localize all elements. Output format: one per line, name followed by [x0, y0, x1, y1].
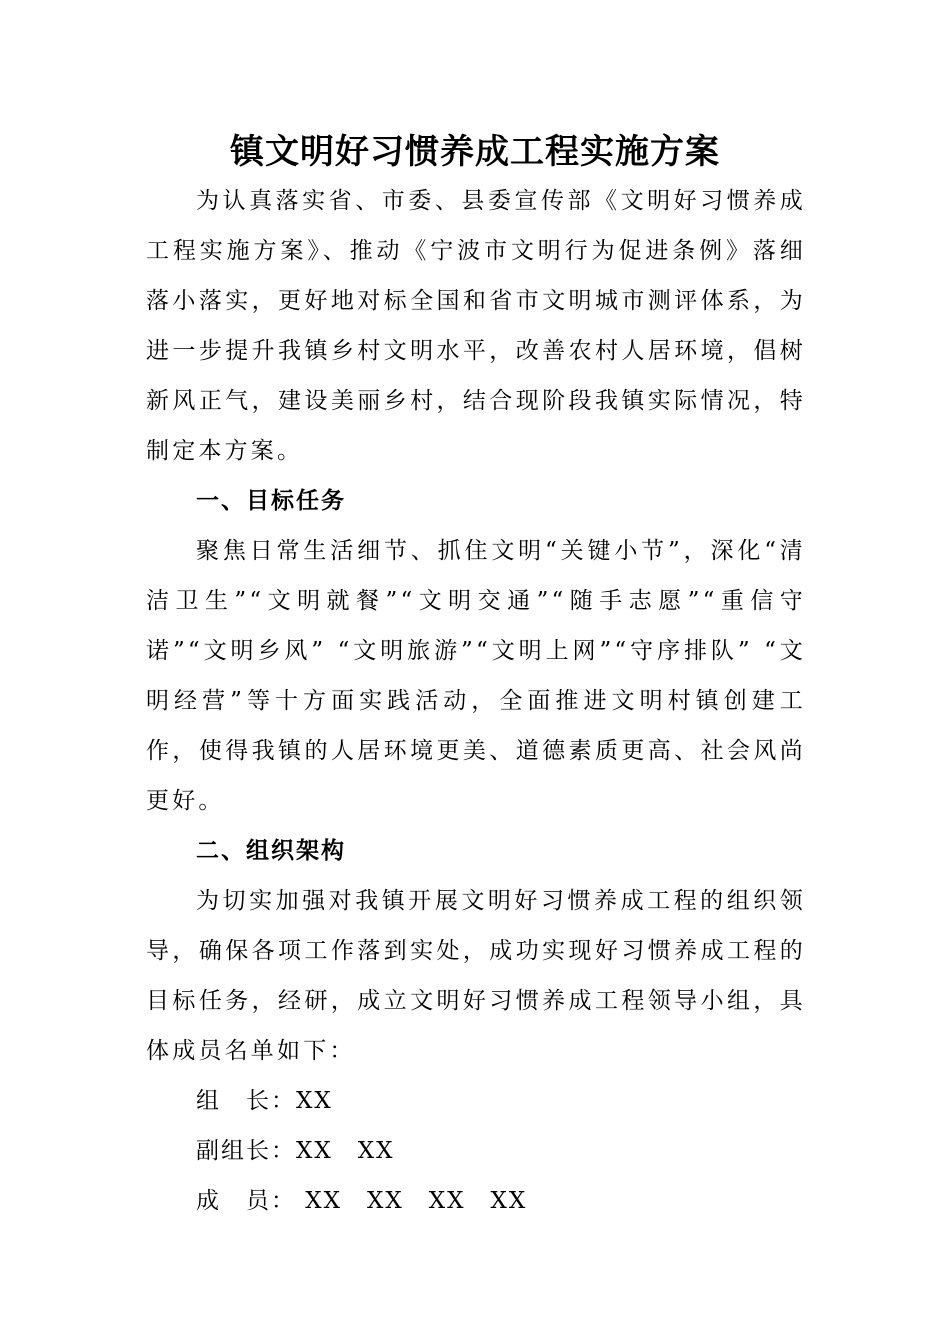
intro-paragraph: 为认真落实省、市委、县委宣传部《文明好习惯养成工程实施方案》、推动《宁波市文明行为促进条例》落细落小落实，更好地对标全国和省市文明城市测评体系，为进一步提升我镇乡村文明水平，改善农村人居环境，倡树新风正气，建设美丽乡村，结合现阶段我镇实际情况，特制定本方案。 — [146, 188, 806, 464]
member-members: 成 员： XX XX XX XX — [196, 1188, 528, 1214]
organization-paragraph: 为切实加强对我镇开展文明好习惯养成工程的组织领导，确保各项工作落到实处，成功实现好习惯养成工程的目标任务，经研，成立文明好习惯养成工程领导小组，具体成员名单如下： — [146, 888, 806, 1064]
section-heading-goals: 一、目标任务 — [196, 488, 346, 514]
member-leader: 组 长：XX — [196, 1088, 333, 1114]
section-heading-organization: 二、组织架构 — [196, 838, 346, 864]
member-deputy-leader: 副组长：XX XX — [196, 1138, 395, 1164]
document-body — [146, 176, 806, 1226]
document-title: 镇文明好习惯养成工程实施方案 — [230, 132, 720, 172]
goals-paragraph: 聚焦日常生活细节、抓住文明“关键小节”，深化“清洁卫生”“文明就餐”“文明交通”“随手志愿”“重信守诺”“文明乡风” “文明旅游”“文明上网”“守序排队” “文明经营”等十方面实践活动，全面推进文明村镇创建工作，使得我镇的人居环境更美、道德素质更高、社会风尚更好。 — [146, 538, 806, 814]
